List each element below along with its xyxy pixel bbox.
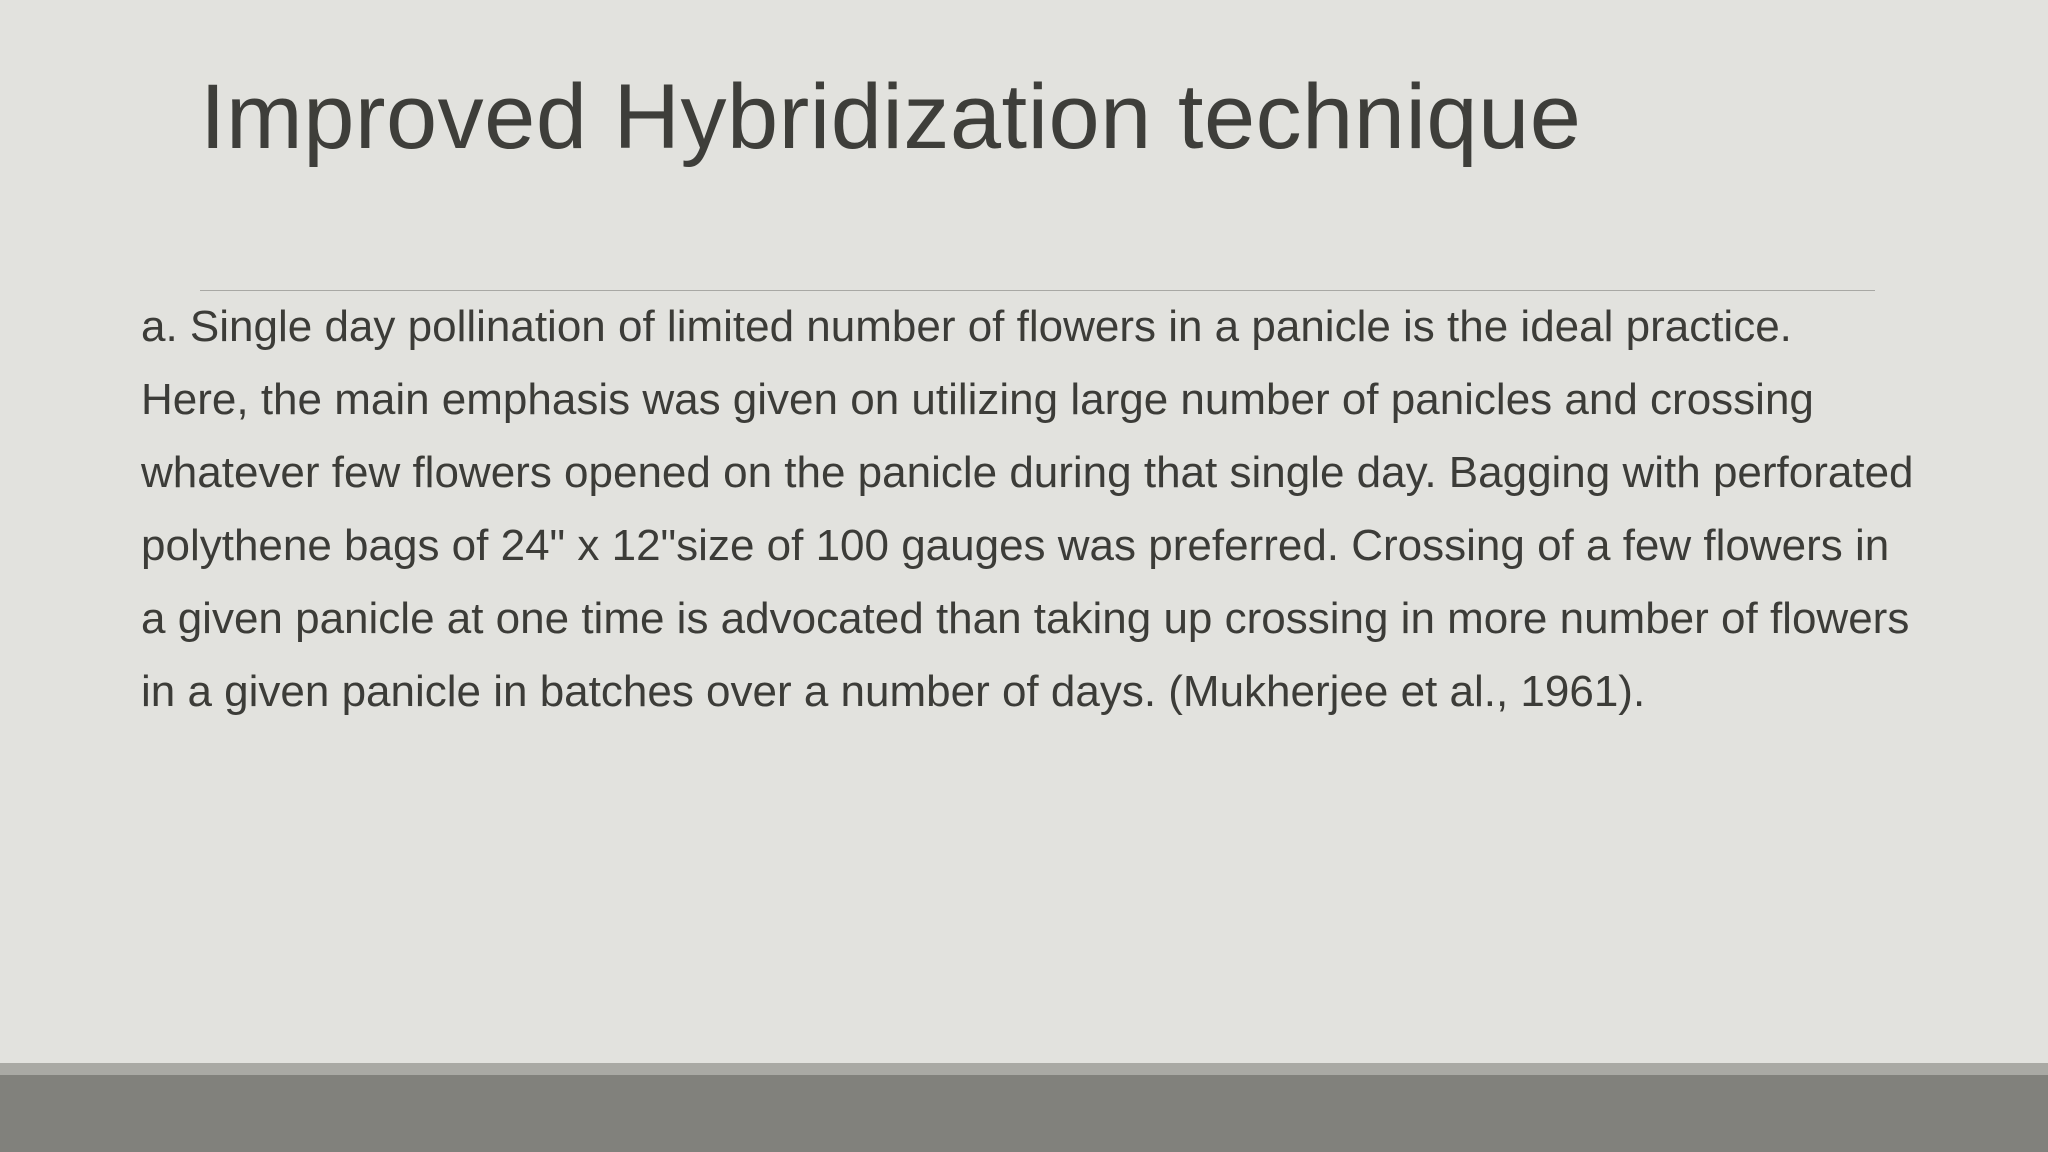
title-divider (200, 290, 1875, 291)
detail-paragraph: Here, the main emphasis was given on utilizing large number of panicles and crossing whatever few flowers opened on the panicle during that single day. Bagging with perforated polythene bags of 24" x 12"size of 100 gauges was preferred. Crossing of a few flowers in a given panicle at one time is advocated than taking up crossing in more number of flowers in a given panicle in batches over a number of days. (Mukherjee et al., 1961). (141, 375, 1914, 716)
slide-body (141, 302, 1921, 728)
point-a-text: a. Single day pollination of limited number of flowers in a panicle is the ideal practice. (141, 302, 1792, 351)
footer-accent-strip (0, 1063, 2048, 1075)
footer-bar (0, 1075, 2048, 1152)
slide-title: Improved Hybridization technique (200, 66, 1582, 168)
